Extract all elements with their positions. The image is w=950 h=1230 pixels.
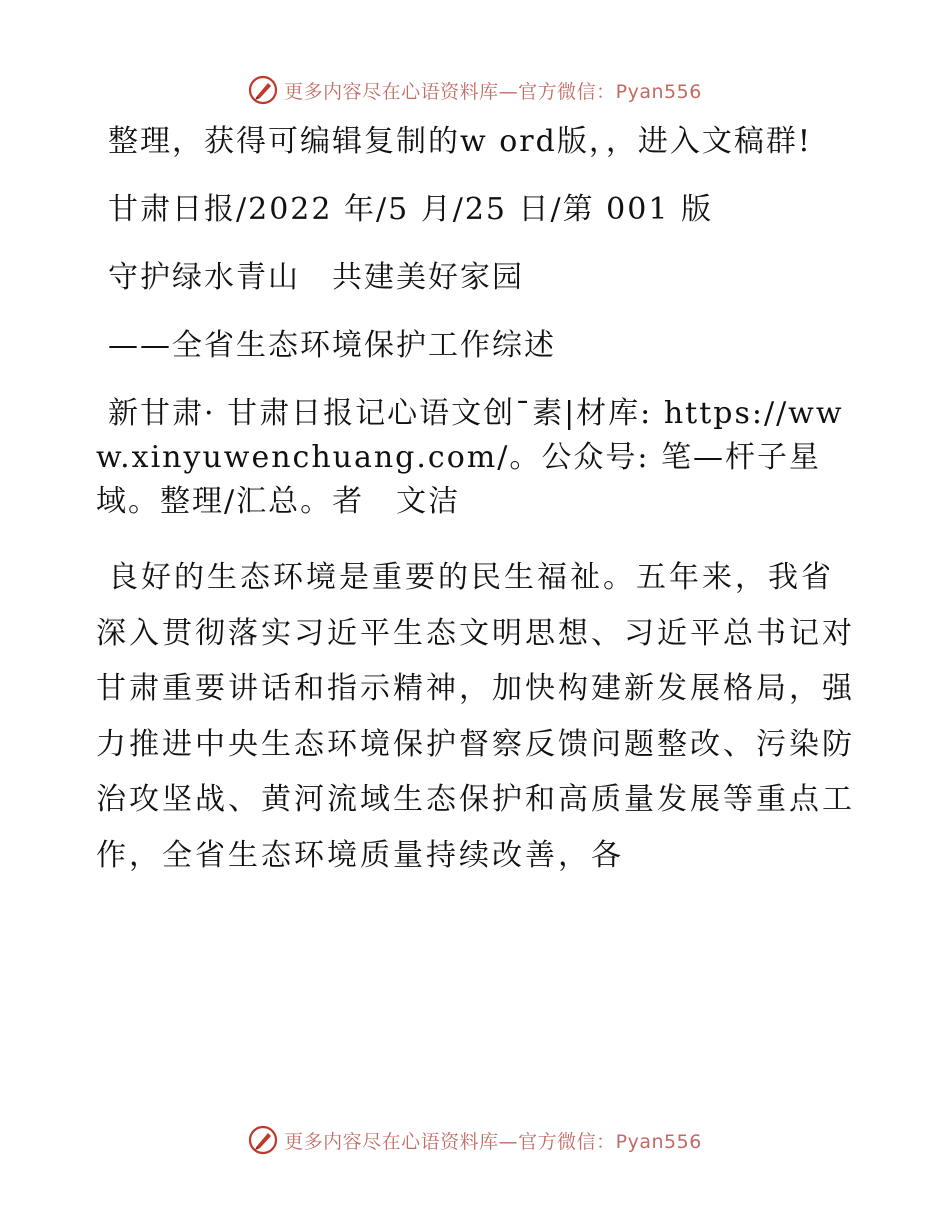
watermark-text: 更多内容尽在心语资料库—官方微信：Pyan556 [284,1130,702,1153]
watermark-footer [0,1120,950,1160]
body-paragraph: 良好的生态环境是重要的民生福祉。五年来，我省深入贯彻落实习近平生态文明思想、习近平总书记对甘肃重要讲话和指示精神，加快构建新发展格局，强力推进中央生态环境保护督察反馈问题整改、污染防治攻坚战、黄河流域生态保护和高质量发展等重点工作，全省生态环境质量持续改善，各 [96,560,855,873]
pen-seal-icon [248,75,278,105]
watermark-text: 更多内容尽在心语资料库—官方微信：Pyan556 [284,80,702,103]
intro-paragraph: 整理，获得可编辑复制的w ord版，，进入文稿群! [108,124,812,159]
document-body [96,120,856,907]
pen-seal-icon [248,1125,278,1155]
dateline: 甘肃日报/2022 年/5 月/25 日/第 001 版 [108,192,713,227]
watermark-header [0,70,950,110]
article-title: 守护绿水青山 共建美好家园 [108,260,524,295]
byline: 新甘肃· 甘肃日报记心语文创¯素|材库: https://www.xinyuwenchuang.com/。公众号: 笔—杆子星域。整理/汇总。者 文洁 [96,396,844,519]
article-subtitle: ——全省生态环境保护工作综述 [108,328,556,363]
